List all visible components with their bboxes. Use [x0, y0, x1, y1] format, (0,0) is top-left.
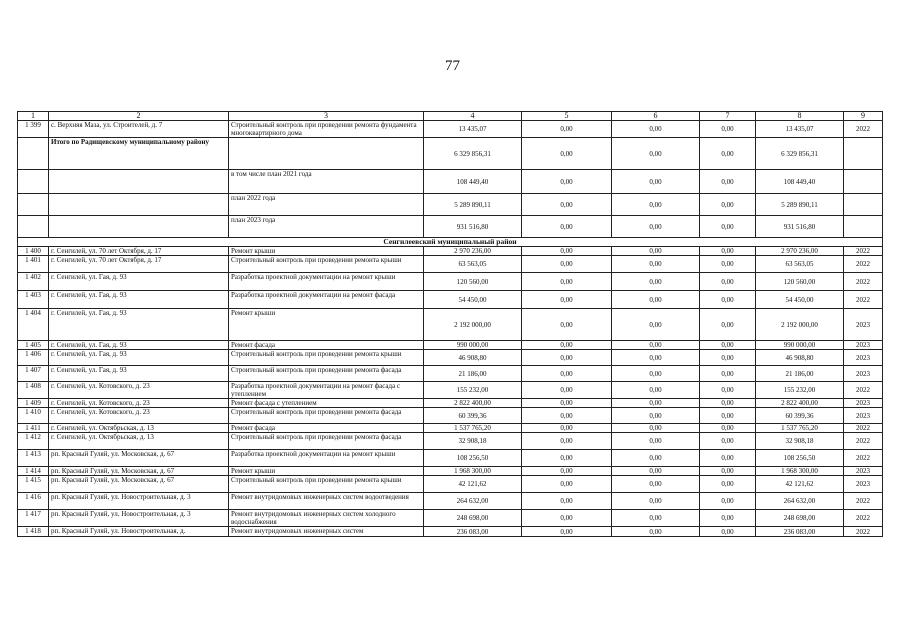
empty-cell — [49, 194, 229, 216]
address-cell: г. Сенгилей, ул. Котовского, д. 23 — [49, 399, 229, 408]
empty-cell — [844, 138, 883, 170]
empty-cell — [844, 194, 883, 216]
amount-cell: 0,00 — [700, 247, 756, 256]
table-row — [18, 450, 883, 467]
register-table — [17, 111, 883, 537]
amount-cell: 46 908,80 — [424, 350, 522, 366]
amount-cell: 1 537 765,20 — [424, 424, 522, 433]
work-cell: Строительный контроль при проведении ремонта фасада — [229, 366, 424, 382]
amount-cell: 120 560,00 — [756, 273, 844, 291]
address-cell: г. Сенгилей, ул. Гая, д. 93 — [49, 350, 229, 366]
amount-cell: 21 186,00 — [424, 366, 522, 382]
amount-cell: 46 908,80 — [756, 350, 844, 366]
amount-cell: 0,00 — [700, 309, 756, 341]
column-header: 8 — [756, 112, 844, 121]
page-number: 77 — [445, 58, 460, 74]
address-cell: рп. Красный Гуляй, ул. Новостроительная, д. 3 — [49, 493, 229, 510]
amount-cell: 264 632,00 — [756, 493, 844, 510]
amount-cell: 0,00 — [700, 424, 756, 433]
empty-cell — [18, 170, 49, 194]
table-row — [18, 291, 883, 309]
address-cell: г. Сенгилей, ул. Гая, д. 93 — [49, 341, 229, 350]
work-cell: Ремонт фасада — [229, 341, 424, 350]
amount-cell: 13 435,07 — [424, 121, 522, 138]
amount-cell: 63 563,05 — [756, 256, 844, 273]
year-cell: 2022 — [844, 450, 883, 467]
amount-cell: 0,00 — [522, 382, 612, 399]
amount-cell: 0,00 — [612, 350, 700, 366]
row-id: 1 408 — [18, 382, 49, 399]
row-id: 1 403 — [18, 291, 49, 309]
year-cell: 2022 — [844, 527, 883, 537]
table-row — [18, 527, 883, 537]
amount-cell: 2 970 236,00 — [756, 247, 844, 256]
amount-cell: 0,00 — [612, 341, 700, 350]
amount-cell: 0,00 — [612, 194, 700, 216]
column-header: 4 — [424, 112, 522, 121]
work-cell: Ремонт фасада с утеплением — [229, 399, 424, 408]
amount-cell: 0,00 — [700, 493, 756, 510]
amount-cell: 108 449,40 — [424, 170, 522, 194]
row-id: 1 416 — [18, 493, 49, 510]
empty-cell — [844, 216, 883, 238]
amount-cell: 0,00 — [612, 366, 700, 382]
amount-cell: 0,00 — [612, 510, 700, 527]
year-cell: 2022 — [844, 433, 883, 450]
amount-cell: 0,00 — [522, 350, 612, 366]
work-cell: в том числе план 2021 года — [229, 170, 424, 194]
amount-cell: 155 232,00 — [756, 382, 844, 399]
amount-cell: 6 329 856,31 — [424, 138, 522, 170]
table-row — [18, 510, 883, 527]
address-cell: г. Сенгилей, ул. Гая, д. 93 — [49, 273, 229, 291]
amount-cell: 32 908,18 — [424, 433, 522, 450]
amount-cell: 0,00 — [612, 247, 700, 256]
row-id: 1 409 — [18, 399, 49, 408]
table-row — [18, 256, 883, 273]
amount-cell: 32 908,18 — [756, 433, 844, 450]
work-cell: Разработка проектной документации на ремонт фасада — [229, 291, 424, 309]
work-cell: Строительный контроль при проведении ремонта фасада — [229, 408, 424, 424]
row-id: 1 406 — [18, 350, 49, 366]
address-cell: г. Сенгилей, ул. Гая, д. 93 — [49, 366, 229, 382]
year-cell: 2023 — [844, 408, 883, 424]
row-id: 1 411 — [18, 424, 49, 433]
amount-cell: 0,00 — [522, 256, 612, 273]
amount-cell: 990 000,00 — [424, 341, 522, 350]
empty-cell — [49, 170, 229, 194]
address-cell: с. Верхняя Маза, ул. Строителей, д. 7 — [49, 121, 229, 138]
year-cell: 2022 — [844, 247, 883, 256]
amount-cell: 0,00 — [522, 121, 612, 138]
amount-cell: 0,00 — [522, 341, 612, 350]
amount-cell: 2 192 000,00 — [424, 309, 522, 341]
amount-cell: 5 289 890,11 — [424, 194, 522, 216]
year-cell: 2023 — [844, 366, 883, 382]
amount-cell: 0,00 — [612, 216, 700, 238]
amount-cell: 0,00 — [700, 408, 756, 424]
amount-cell: 236 083,00 — [756, 527, 844, 537]
amount-cell: 0,00 — [700, 433, 756, 450]
row-id: 1 417 — [18, 510, 49, 527]
year-cell: 2022 — [844, 256, 883, 273]
amount-cell: 0,00 — [700, 170, 756, 194]
table-row — [18, 433, 883, 450]
address-cell: рп. Красный Гуляй, ул. Московская, д. 67 — [49, 467, 229, 476]
work-cell: Ремонт внутридомовых инженерных систем — [229, 527, 424, 537]
section-title: Сенгилеевский муниципальный район — [18, 238, 883, 247]
amount-cell: 0,00 — [700, 194, 756, 216]
amount-cell: 236 083,00 — [424, 527, 522, 537]
row-id: 1 418 — [18, 527, 49, 537]
amount-cell: 0,00 — [612, 121, 700, 138]
amount-cell: 248 698,00 — [424, 510, 522, 527]
amount-cell: 0,00 — [522, 194, 612, 216]
amount-cell: 990 000,00 — [756, 341, 844, 350]
row-id: 1 405 — [18, 341, 49, 350]
address-cell: г. Сенгилей, ул. Октябрьская, д. 13 — [49, 433, 229, 450]
amount-cell: 0,00 — [612, 309, 700, 341]
row-id: 1 407 — [18, 366, 49, 382]
work-cell: Ремонт внутридомовых инженерных систем водоотведения — [229, 493, 424, 510]
amount-cell: 21 186,00 — [756, 366, 844, 382]
empty-cell — [18, 138, 49, 170]
amount-cell: 0,00 — [522, 510, 612, 527]
work-cell: Ремонт крыши — [229, 309, 424, 341]
amount-cell: 0,00 — [612, 408, 700, 424]
amount-cell: 6 329 856,31 — [756, 138, 844, 170]
amount-cell: 0,00 — [612, 450, 700, 467]
row-id: 1 412 — [18, 433, 49, 450]
amount-cell: 0,00 — [612, 424, 700, 433]
amount-cell: 0,00 — [612, 170, 700, 194]
column-header: 1 — [18, 112, 49, 121]
work-cell: план 2022 года — [229, 194, 424, 216]
amount-cell: 0,00 — [612, 138, 700, 170]
amount-cell: 2 822 400,00 — [756, 399, 844, 408]
year-cell: 2022 — [844, 493, 883, 510]
amount-cell: 2 970 236,00 — [424, 247, 522, 256]
header-row — [18, 112, 883, 121]
row-id: 1 415 — [18, 476, 49, 493]
amount-cell: 0,00 — [522, 424, 612, 433]
table-row — [18, 350, 883, 366]
amount-cell: 1 968 300,00 — [756, 467, 844, 476]
address-cell: г. Сенгилей, ул. Октябрьская, д. 13 — [49, 424, 229, 433]
amount-cell: 60 399,36 — [424, 408, 522, 424]
section-row — [18, 238, 883, 247]
amount-cell: 931 516,80 — [756, 216, 844, 238]
table-row — [18, 467, 883, 476]
amount-cell: 2 192 000,00 — [756, 309, 844, 341]
work-cell: Разработка проектной документации на ремонт крыши — [229, 273, 424, 291]
column-header: 5 — [522, 112, 612, 121]
amount-cell: 0,00 — [700, 138, 756, 170]
row-id: 1 410 — [18, 408, 49, 424]
amount-cell: 0,00 — [700, 467, 756, 476]
total-row — [18, 138, 883, 170]
total-row — [18, 170, 883, 194]
table-row — [18, 476, 883, 493]
amount-cell: 0,00 — [612, 493, 700, 510]
table-row — [18, 366, 883, 382]
total-row — [18, 194, 883, 216]
amount-cell: 0,00 — [612, 256, 700, 273]
total-label: Итого по Радищевскому муниципальному району — [49, 138, 229, 170]
address-cell: г. Сенгилей, ул. Котовского, д. 23 — [49, 382, 229, 399]
work-cell: Строительный контроль при проведении ремонта фундамента многоквартирного дома — [229, 121, 424, 138]
row-id: 1 400 — [18, 247, 49, 256]
amount-cell: 0,00 — [612, 291, 700, 309]
year-cell: 2023 — [844, 476, 883, 493]
address-cell: рп. Красный Гуляй, ул. Московская, д. 67 — [49, 450, 229, 467]
table-row — [18, 247, 883, 256]
work-cell: Строительный контроль при проведении ремонта крыши — [229, 350, 424, 366]
amount-cell: 0,00 — [522, 138, 612, 170]
address-cell: рп. Красный Гуляй, ул. Новостроительная, д. 3 — [49, 510, 229, 527]
year-cell: 2023 — [844, 341, 883, 350]
amount-cell: 1 537 765,20 — [756, 424, 844, 433]
amount-cell: 0,00 — [700, 273, 756, 291]
amount-cell: 13 435,07 — [756, 121, 844, 138]
table-row — [18, 424, 883, 433]
amount-cell: 0,00 — [522, 527, 612, 537]
amount-cell: 54 450,00 — [424, 291, 522, 309]
work-cell: Ремонт крыши — [229, 247, 424, 256]
amount-cell: 0,00 — [522, 216, 612, 238]
address-cell: г. Сенгилей, ул. 70 лет Октября, д. 17 — [49, 247, 229, 256]
address-cell: рп. Красный Гуляй, ул. Московская, д. 67 — [49, 476, 229, 493]
row-id: 1 404 — [18, 309, 49, 341]
amount-cell: 108 449,40 — [756, 170, 844, 194]
amount-cell: 0,00 — [612, 433, 700, 450]
amount-cell: 0,00 — [612, 382, 700, 399]
amount-cell: 0,00 — [700, 476, 756, 493]
address-cell: г. Сенгилей, ул. 70 лет Октября, д. 17 — [49, 256, 229, 273]
year-cell: 2022 — [844, 382, 883, 399]
table-row — [18, 309, 883, 341]
work-cell: Разработка проектной документации на ремонт фасада с утеплением — [229, 382, 424, 399]
table-row — [18, 121, 883, 138]
amount-cell: 0,00 — [612, 476, 700, 493]
row-id: 1 402 — [18, 273, 49, 291]
amount-cell: 248 698,00 — [756, 510, 844, 527]
table-row — [18, 341, 883, 350]
year-cell: 2022 — [844, 291, 883, 309]
amount-cell: 120 560,00 — [424, 273, 522, 291]
empty-cell — [49, 216, 229, 238]
amount-cell: 0,00 — [612, 527, 700, 537]
amount-cell: 0,00 — [700, 382, 756, 399]
address-cell: рп. Красный Гуляй, ул. Новостроительная, д. — [49, 527, 229, 537]
empty-cell — [844, 170, 883, 194]
row-id: 1 413 — [18, 450, 49, 467]
row-id: 1 401 — [18, 256, 49, 273]
amount-cell: 0,00 — [522, 433, 612, 450]
amount-cell: 54 450,00 — [756, 291, 844, 309]
amount-cell: 0,00 — [700, 256, 756, 273]
work-cell — [229, 138, 424, 170]
amount-cell: 108 256,50 — [424, 450, 522, 467]
row-id: 1 399 — [18, 121, 49, 138]
year-cell: 2023 — [844, 467, 883, 476]
column-header: 9 — [844, 112, 883, 121]
amount-cell: 5 289 890,11 — [756, 194, 844, 216]
amount-cell: 0,00 — [522, 247, 612, 256]
work-cell: Строительный контроль при проведении ремонта фасада — [229, 433, 424, 450]
work-cell: Строительный контроль при проведении ремонта крыши — [229, 256, 424, 273]
amount-cell: 0,00 — [612, 399, 700, 408]
table-row — [18, 382, 883, 399]
amount-cell: 0,00 — [700, 450, 756, 467]
amount-cell: 0,00 — [522, 366, 612, 382]
year-cell: 2022 — [844, 510, 883, 527]
amount-cell: 0,00 — [522, 170, 612, 194]
column-header: 2 — [49, 112, 229, 121]
amount-cell: 0,00 — [612, 467, 700, 476]
amount-cell: 264 632,00 — [424, 493, 522, 510]
amount-cell: 0,00 — [522, 450, 612, 467]
row-id: 1 414 — [18, 467, 49, 476]
address-cell: г. Сенгилей, ул. Гая, д. 93 — [49, 291, 229, 309]
table-body — [18, 112, 883, 537]
work-cell: Разработка проектной документации на ремонт крыши — [229, 450, 424, 467]
work-cell: Ремонт крыши — [229, 467, 424, 476]
amount-cell: 42 121,62 — [756, 476, 844, 493]
amount-cell: 0,00 — [522, 493, 612, 510]
table-row — [18, 408, 883, 424]
amount-cell: 0,00 — [700, 216, 756, 238]
amount-cell: 0,00 — [522, 399, 612, 408]
work-cell: Ремонт фасада — [229, 424, 424, 433]
amount-cell: 2 822 400,00 — [424, 399, 522, 408]
work-cell: Ремонт внутридомовых инженерных систем холодного водоснабжения — [229, 510, 424, 527]
column-header: 6 — [612, 112, 700, 121]
year-cell: 2023 — [844, 350, 883, 366]
address-cell: г. Сенгилей, ул. Котовского, д. 23 — [49, 408, 229, 424]
amount-cell: 0,00 — [522, 273, 612, 291]
amount-cell: 0,00 — [700, 341, 756, 350]
amount-cell: 0,00 — [700, 121, 756, 138]
year-cell: 2022 — [844, 121, 883, 138]
amount-cell: 0,00 — [700, 399, 756, 408]
amount-cell: 0,00 — [522, 467, 612, 476]
year-cell: 2022 — [844, 424, 883, 433]
amount-cell: 0,00 — [700, 510, 756, 527]
amount-cell: 1 968 300,00 — [424, 467, 522, 476]
year-cell: 2023 — [844, 309, 883, 341]
empty-cell — [18, 194, 49, 216]
table-row — [18, 493, 883, 510]
amount-cell: 0,00 — [700, 350, 756, 366]
amount-cell: 0,00 — [522, 408, 612, 424]
year-cell: 2023 — [844, 399, 883, 408]
amount-cell: 155 232,00 — [424, 382, 522, 399]
amount-cell: 0,00 — [700, 291, 756, 309]
amount-cell: 0,00 — [522, 476, 612, 493]
amount-cell: 0,00 — [700, 366, 756, 382]
table-row — [18, 273, 883, 291]
total-row — [18, 216, 883, 238]
amount-cell: 42 121,62 — [424, 476, 522, 493]
amount-cell: 63 563,05 — [424, 256, 522, 273]
column-header: 7 — [700, 112, 756, 121]
year-cell: 2022 — [844, 273, 883, 291]
work-cell: план 2023 года — [229, 216, 424, 238]
work-cell: Строительный контроль при проведении ремонта крыши — [229, 476, 424, 493]
amount-cell: 0,00 — [612, 273, 700, 291]
amount-cell: 0,00 — [522, 309, 612, 341]
amount-cell: 108 256,50 — [756, 450, 844, 467]
amount-cell: 931 516,80 — [424, 216, 522, 238]
empty-cell — [18, 216, 49, 238]
amount-cell: 0,00 — [522, 291, 612, 309]
amount-cell: 0,00 — [700, 527, 756, 537]
amount-cell: 60 399,36 — [756, 408, 844, 424]
column-header: 3 — [229, 112, 424, 121]
table-row — [18, 399, 883, 408]
address-cell: г. Сенгилей, ул. Гая, д. 93 — [49, 309, 229, 341]
